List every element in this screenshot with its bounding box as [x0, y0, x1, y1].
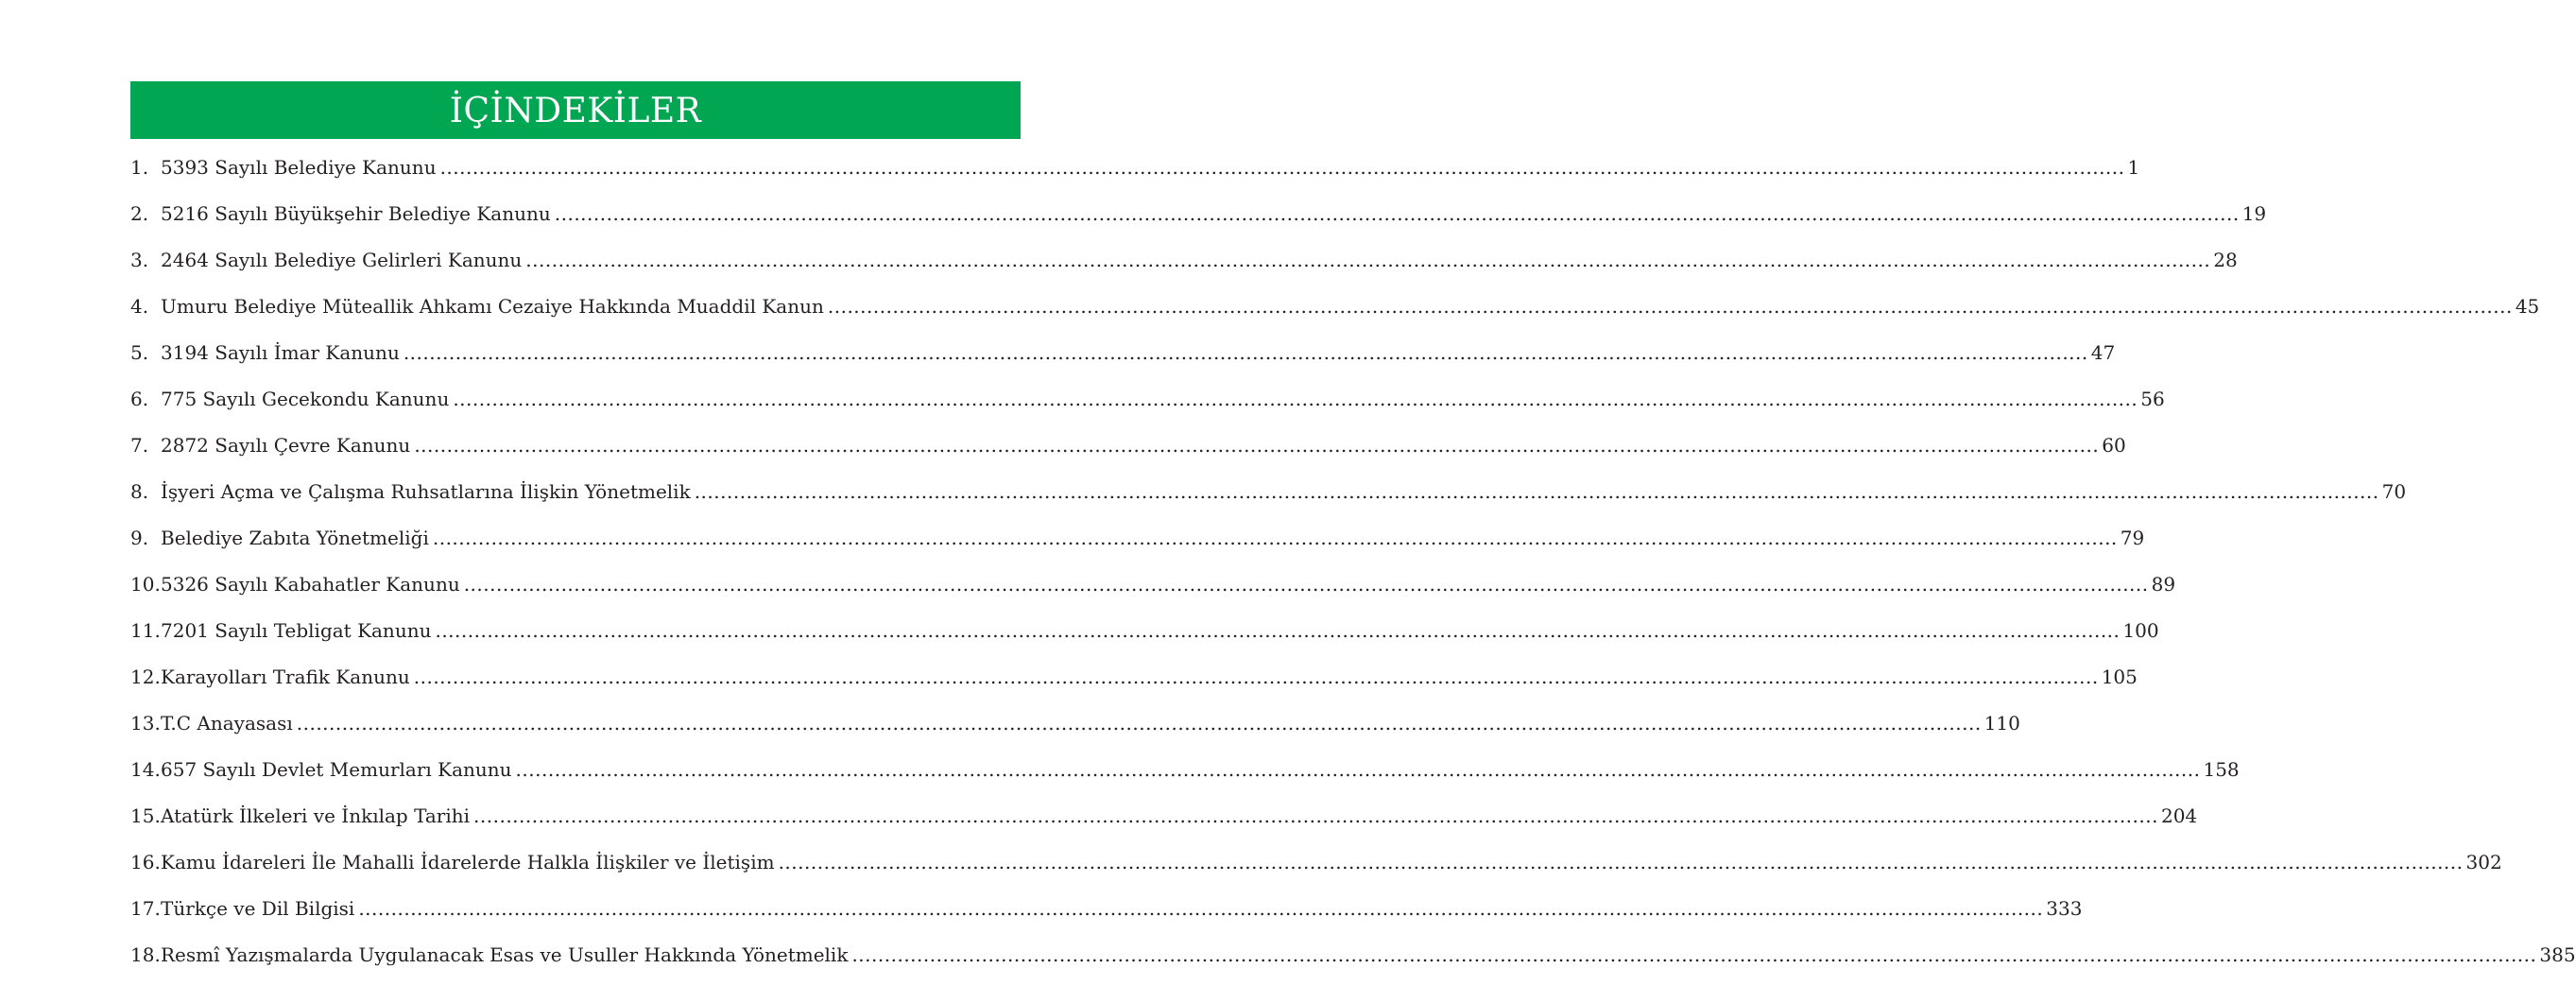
toc-entry[interactable] — [130, 427, 2126, 474]
dot-leader: .................................................................................................................................................................................................................................................................... — [413, 666, 2099, 688]
dot-leader: .................................................................................................................................................................................................................................................................... — [463, 573, 2149, 596]
entry-number: 9. — [130, 527, 149, 549]
entry-number: 8. — [130, 480, 149, 503]
entry-number: 17. — [130, 897, 161, 920]
toc-entry[interactable] — [130, 566, 2176, 613]
entry-page: 100 — [2122, 619, 2159, 642]
entry-number: 12. — [130, 666, 161, 688]
dot-leader: .................................................................................................................................................................................................................................................................... — [827, 295, 2513, 318]
dot-leader: .................................................................................................................................................................................................................................................................... — [414, 434, 2100, 457]
entry-number: 15. — [130, 804, 161, 827]
toc-entry[interactable] — [130, 520, 2145, 566]
entry-page: 70 — [2381, 480, 2407, 503]
dot-leader: .................................................................................................................................................................................................................................................................... — [851, 943, 2537, 966]
entry-number: 18. — [130, 943, 161, 966]
entry-page: 47 — [2090, 341, 2116, 364]
entry-title: 3194 Sayılı İmar Kanunu — [161, 341, 400, 364]
entry-title: 657 Sayılı Devlet Memurları Kanunu — [161, 758, 512, 781]
entry-page: 79 — [2120, 527, 2145, 549]
toc-entry[interactable] — [130, 705, 2020, 752]
entry-page: 110 — [1984, 712, 2020, 735]
toc-entry[interactable] — [130, 381, 2165, 427]
toc-entry[interactable] — [130, 196, 2267, 242]
entry-number: 11. — [130, 619, 161, 642]
entry-page: 385 — [2539, 943, 2576, 966]
dot-leader: .................................................................................................................................................................................................................................................................... — [358, 897, 2044, 920]
entry-title: Karayolları Trafik Kanunu — [161, 666, 410, 688]
dot-leader: .................................................................................................................................................................................................................................................................... — [554, 202, 2240, 225]
toc-entry[interactable] — [130, 242, 2238, 288]
entry-page: 56 — [2140, 388, 2165, 410]
dot-leader: .................................................................................................................................................................................................................................................................... — [694, 480, 2379, 503]
dot-leader: .................................................................................................................................................................................................................................................................... — [473, 804, 2158, 827]
entry-number: 5. — [130, 341, 149, 364]
dot-leader: .................................................................................................................................................................................................................................................................... — [296, 712, 1982, 735]
entry-page: 204 — [2160, 804, 2198, 827]
toc-entry[interactable] — [130, 937, 2576, 983]
entry-page: 1 — [2127, 156, 2140, 179]
table-of-contents — [130, 149, 2576, 983]
dot-leader: .................................................................................................................................................................................................................................................................... — [439, 156, 2125, 179]
toc-entry[interactable] — [130, 798, 2198, 844]
toc-entry[interactable] — [130, 844, 2502, 891]
dot-leader: .................................................................................................................................................................................................................................................................... — [432, 527, 2118, 549]
dot-leader: .................................................................................................................................................................................................................................................................... — [435, 619, 2121, 642]
entry-title: İşyeri Açma ve Çalışma Ruhsatlarına İlişkin Yönetmelik — [161, 480, 691, 503]
toc-entry[interactable] — [130, 149, 2140, 196]
entry-title: Belediye Zabıta Yönetmeliği — [161, 527, 429, 549]
entry-page: 158 — [2203, 758, 2240, 781]
dot-leader: .................................................................................................................................................................................................................................................................... — [525, 249, 2211, 271]
entry-page: 302 — [2465, 851, 2502, 873]
entry-title: Resmî Yazışmalarda Uygulanacak Esas ve Usuller Hakkında Yönetmelik — [161, 943, 849, 966]
dot-leader: .................................................................................................................................................................................................................................................................... — [403, 341, 2088, 364]
dot-leader: .................................................................................................................................................................................................................................................................... — [453, 388, 2138, 410]
entry-page: 89 — [2151, 573, 2176, 596]
entry-page: 60 — [2102, 434, 2126, 457]
entry-title: 2464 Sayılı Belediye Gelirleri Kanunu — [161, 249, 523, 271]
entry-page: 105 — [2101, 666, 2138, 688]
entry-number: 16. — [130, 851, 161, 873]
entry-title: Umuru Belediye Müteallik Ahkamı Cezaiye Hakkında Muaddil Kanun — [161, 295, 824, 318]
entry-page: 28 — [2213, 249, 2238, 271]
entry-number: 7. — [130, 434, 149, 457]
entry-number: 3. — [130, 249, 149, 271]
entry-number: 10. — [130, 573, 161, 596]
entry-title: 2872 Sayılı Çevre Kanunu — [161, 434, 411, 457]
entry-title: 5393 Sayılı Belediye Kanunu — [161, 156, 437, 179]
toc-entry[interactable] — [130, 659, 2138, 705]
toc-entry[interactable] — [130, 335, 2116, 381]
entry-title: 775 Sayılı Gecekondu Kanunu — [161, 388, 450, 410]
entry-title: Atatürk İlkeleri ve İnkılap Tarihi — [161, 804, 471, 827]
entry-title: 5326 Sayılı Kabahatler Kanunu — [161, 573, 460, 596]
page-title: İÇİNDEKİLER — [449, 91, 702, 130]
entry-title: Türkçe ve Dil Bilgisi — [161, 897, 355, 920]
entry-number: 2. — [130, 202, 149, 225]
entry-page: 19 — [2241, 202, 2267, 225]
entry-page: 45 — [2515, 295, 2540, 318]
entry-title: T.C Anayasası — [161, 712, 293, 735]
entry-page: 333 — [2046, 897, 2083, 920]
toc-entry[interactable] — [130, 752, 2240, 798]
toc-entry[interactable] — [130, 288, 2540, 335]
dot-leader: .................................................................................................................................................................................................................................................................... — [515, 758, 2201, 781]
toc-entry[interactable] — [130, 891, 2083, 937]
entry-title: Kamu İdareleri İle Mahalli İdarelerde Halkla İlişkiler ve İletişim — [161, 851, 775, 873]
entry-title: 5216 Sayılı Büyükşehir Belediye Kanunu — [161, 202, 551, 225]
entry-number: 4. — [130, 295, 149, 318]
toc-entry[interactable] — [130, 474, 2407, 520]
toc-header — [130, 81, 1021, 139]
entry-number: 1. — [130, 156, 149, 179]
entry-title: 7201 Sayılı Tebligat Kanunu — [161, 619, 432, 642]
entry-number: 6. — [130, 388, 149, 410]
entry-number: 13. — [130, 712, 161, 735]
toc-entry[interactable] — [130, 613, 2159, 659]
entry-number: 14. — [130, 758, 161, 781]
dot-leader: .................................................................................................................................................................................................................................................................... — [778, 851, 2464, 873]
